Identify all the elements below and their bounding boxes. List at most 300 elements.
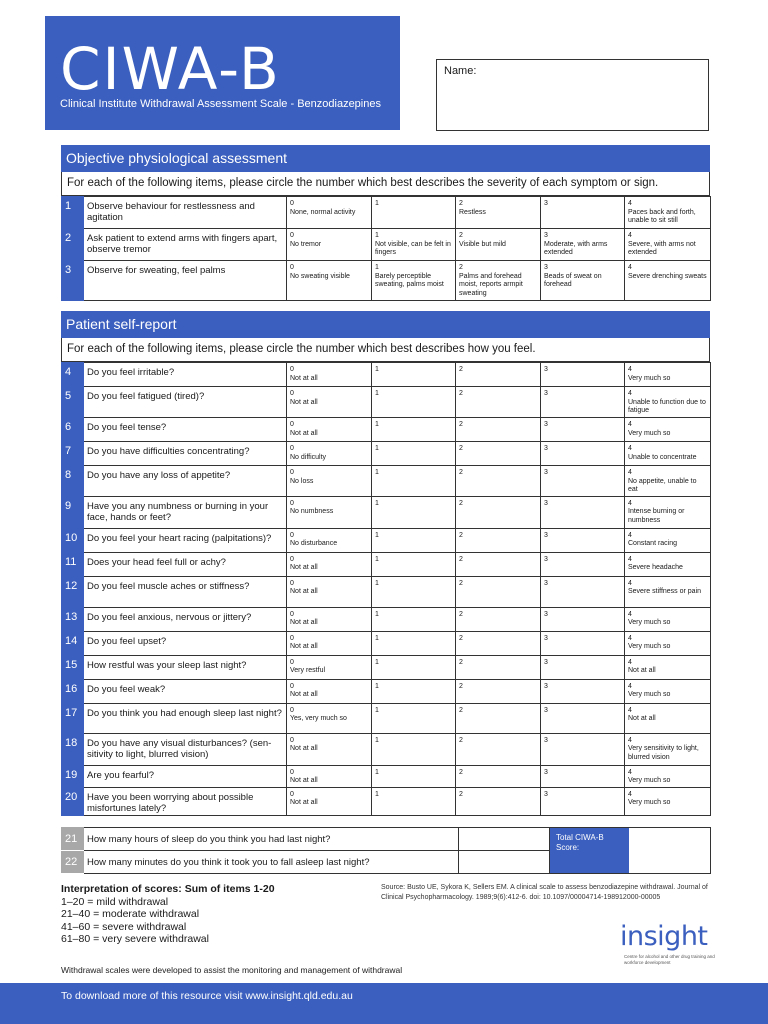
score-option-1[interactable] (372, 466, 456, 497)
score-option-0[interactable] (287, 466, 372, 497)
score-option-1[interactable] (372, 442, 456, 466)
score-option-2[interactable] (456, 733, 541, 765)
page-title: CIWA-B (60, 35, 281, 103)
question-text: Are you fearful? (84, 765, 287, 787)
score-value: 1 (375, 232, 379, 239)
score-option-3[interactable] (541, 631, 625, 655)
sleep-questions-table (61, 827, 551, 874)
score-option-4[interactable] (625, 197, 711, 229)
item-number: 4 (62, 363, 84, 387)
score-option-3[interactable] (541, 466, 625, 497)
table-row (62, 528, 711, 552)
score-option-3[interactable] (541, 679, 625, 703)
answer-field[interactable] (459, 828, 551, 851)
score-value: 0 (290, 232, 294, 239)
footer-text: To download more of this resource visit www.insight.qld.edu.au (61, 990, 353, 1002)
score-description: Severe, with arms not extended (628, 240, 696, 256)
score-option-2[interactable] (456, 261, 541, 301)
interpretation-heading: Interpretation of scores: Sum of items 1-20 (61, 883, 275, 895)
table-row (62, 363, 711, 387)
score-option-0[interactable] (287, 261, 372, 301)
score-description: Unable to function due to fatigue (628, 398, 706, 414)
score-value: 0 (290, 469, 294, 476)
score-value: 2 (459, 555, 463, 563)
score-option-2[interactable] (456, 528, 541, 552)
score-description: None, normal activity (290, 208, 356, 216)
table-row (62, 733, 711, 765)
score-option-3[interactable] (541, 496, 625, 528)
score-option-1[interactable] (372, 733, 456, 765)
score-option-0[interactable] (287, 496, 372, 528)
question-text: Do you think you had enough sleep last night? (84, 703, 287, 733)
item-number: 16 (62, 679, 84, 703)
score-value: 2 (459, 445, 463, 452)
score-option-3[interactable] (541, 733, 625, 765)
table-row (62, 229, 711, 261)
item-number: 10 (62, 528, 84, 552)
objective-instruction: For each of the following items, please circle the number which best describes the severity of each symptom or sign. (61, 172, 710, 196)
score-description: Not at all (290, 564, 318, 571)
table-row (62, 197, 711, 229)
score-value: 1 (375, 445, 379, 452)
score-description: Yes, very much so (290, 715, 347, 722)
score-value: 1 (375, 790, 379, 798)
score-value: 2 (459, 499, 463, 507)
score-value: 1 (375, 736, 379, 744)
score-option-3[interactable] (541, 442, 625, 466)
score-option-3[interactable] (541, 387, 625, 418)
score-description: Not at all (290, 643, 318, 650)
score-option-4[interactable] (625, 703, 711, 733)
score-value: 4 (628, 499, 632, 507)
score-option-2[interactable] (456, 703, 541, 733)
score-option-1[interactable] (372, 496, 456, 528)
score-option-0[interactable] (287, 703, 372, 733)
logo-tagline: Centre for alcohol and other drug training and workforce development (624, 954, 715, 965)
score-value: 3 (544, 421, 548, 428)
score-description: No numbness (290, 508, 334, 515)
insight-logo (620, 922, 720, 968)
score-value: 4 (628, 634, 632, 642)
question-text: Do you feel weak? (84, 679, 287, 703)
interpretation-line: 41–60 = severe withdrawal (61, 920, 187, 933)
score-description: Not at all (290, 691, 318, 698)
score-option-4[interactable] (625, 387, 711, 418)
score-value: 3 (544, 682, 548, 690)
score-option-0[interactable] (287, 607, 372, 631)
score-option-0[interactable] (287, 765, 372, 787)
score-value: 4 (628, 469, 632, 476)
score-value: 2 (459, 531, 463, 539)
item-number: 6 (62, 418, 84, 442)
score-value: 4 (628, 610, 632, 618)
question-text: Do you feel tense? (84, 418, 287, 442)
score-value: 1 (375, 469, 379, 476)
score-option-4[interactable] (625, 607, 711, 631)
score-value: 0 (290, 610, 294, 618)
score-value: 4 (628, 421, 632, 428)
score-description: Paces back and forth, unable to sit still (628, 208, 696, 224)
table-row (62, 679, 711, 703)
score-value: 0 (290, 264, 294, 271)
score-value: 2 (459, 768, 463, 776)
score-value: 3 (544, 469, 548, 476)
score-description: Very much so (628, 777, 671, 784)
score-description: Barely perceptible sweating, palms moist (375, 272, 444, 288)
score-option-1[interactable] (372, 679, 456, 703)
question-text: Do you feel muscle aches or stiffness? (84, 576, 287, 607)
score-value: 0 (290, 366, 294, 373)
item-number: 18 (62, 733, 84, 765)
question-text: Do you feel your heart racing (palpitations)? (84, 528, 287, 552)
item-number: 12 (62, 576, 84, 607)
score-description: Palms and forehead moist, reports armpit sweating (459, 272, 523, 297)
score-value: 1 (375, 555, 379, 563)
source-citation: Source: Busto UE, Sykora K, Sellers EM. A clinical scale to assess benzodiazepine withdrawal. Journal of Clinical Psychopharmacology. 1989;9(6):412-6. doi: 10.1097/00004714-198912000-00005 (381, 884, 708, 901)
score-option-1[interactable] (372, 363, 456, 387)
score-value: 4 (628, 555, 632, 563)
self-report-instruction: For each of the following items, please circle the number which best describes how you feel. (61, 338, 710, 362)
score-option-4[interactable] (625, 496, 711, 528)
score-description: Restless (459, 208, 486, 216)
score-option-1[interactable] (372, 552, 456, 576)
score-option-0[interactable] (287, 576, 372, 607)
score-description: Not at all (628, 715, 656, 722)
score-value: 3 (544, 658, 548, 666)
score-option-3[interactable] (541, 576, 625, 607)
self-report-table (61, 362, 711, 816)
answer-field[interactable] (459, 851, 551, 874)
score-option-2[interactable] (456, 631, 541, 655)
score-value: 3 (544, 200, 548, 207)
score-option-4[interactable] (625, 655, 711, 679)
score-option-3[interactable] (541, 363, 625, 387)
score-option-4[interactable] (625, 466, 711, 497)
logo-text: insight (620, 921, 708, 952)
question-text: Do you have difficulties concentrating? (84, 442, 287, 466)
score-value: 3 (544, 610, 548, 618)
item-number: 11 (62, 552, 84, 576)
score-description: No disturbance (290, 540, 338, 547)
score-description: Intense burning or numbness (628, 508, 685, 524)
score-option-2[interactable] (456, 418, 541, 442)
score-value: 4 (628, 232, 632, 239)
score-option-4[interactable] (625, 418, 711, 442)
question-text: Ask patient to extend arms with fingers apart, observe tremor (84, 229, 287, 261)
score-description: Severe stiffness or pain (628, 588, 702, 595)
score-value: 4 (628, 682, 632, 690)
score-option-2[interactable] (456, 552, 541, 576)
score-description: Very restful (290, 667, 326, 674)
score-description: Visible but mild (459, 240, 506, 248)
score-option-0[interactable] (287, 387, 372, 418)
score-option-0[interactable] (287, 528, 372, 552)
score-description: Moderate, with arms extended (544, 240, 608, 256)
score-option-0[interactable] (287, 363, 372, 387)
score-option-4[interactable] (625, 787, 711, 815)
table-row (62, 703, 711, 733)
score-value: 2 (459, 232, 463, 239)
score-value: 3 (544, 445, 548, 452)
score-value: 0 (290, 790, 294, 798)
name-field[interactable] (436, 59, 709, 131)
score-value: 2 (459, 610, 463, 618)
score-value: 2 (459, 706, 463, 714)
table-row (62, 576, 711, 607)
score-value: 4 (628, 390, 632, 397)
score-value: 4 (628, 736, 632, 744)
score-option-4[interactable] (625, 229, 711, 261)
item-number: 21 (62, 828, 84, 851)
question-text: Does your head feel full or achy? (84, 552, 287, 576)
score-description: Not at all (290, 799, 318, 806)
score-value: 1 (375, 706, 379, 714)
score-option-3[interactable] (541, 655, 625, 679)
score-value: 2 (459, 469, 463, 476)
question-text: Observe behaviour for restlessness and agitation (84, 197, 287, 229)
self-report-section-title: Patient self-report (61, 311, 710, 338)
score-option-4[interactable] (625, 442, 711, 466)
score-option-4[interactable] (625, 576, 711, 607)
score-option-1[interactable] (372, 418, 456, 442)
score-description: Beads of sweat on forehead (544, 272, 602, 288)
score-option-3[interactable] (541, 197, 625, 229)
score-value: 2 (459, 200, 463, 207)
score-value: 1 (375, 499, 379, 507)
item-number: 5 (62, 387, 84, 418)
question-text: Do you feel anxious, nervous or jittery? (84, 607, 287, 631)
score-option-2[interactable] (456, 466, 541, 497)
score-value: 4 (628, 658, 632, 666)
total-score-box[interactable] (549, 827, 711, 874)
table-row (62, 787, 711, 815)
score-option-4[interactable] (625, 363, 711, 387)
score-value: 4 (628, 264, 632, 271)
score-option-0[interactable] (287, 442, 372, 466)
interpretation (61, 883, 275, 946)
score-option-1[interactable] (372, 703, 456, 733)
score-option-4[interactable] (625, 631, 711, 655)
score-option-4[interactable] (625, 552, 711, 576)
score-option-4[interactable] (625, 765, 711, 787)
score-option-3[interactable] (541, 703, 625, 733)
score-option-1[interactable] (372, 631, 456, 655)
score-value: 0 (290, 768, 294, 776)
score-option-2[interactable] (456, 576, 541, 607)
table-row (62, 418, 711, 442)
score-option-4[interactable] (625, 528, 711, 552)
score-option-3[interactable] (541, 229, 625, 261)
score-description: Not visible, can be felt in fingers (375, 240, 451, 256)
score-value: 3 (544, 499, 548, 507)
score-option-1[interactable] (372, 229, 456, 261)
score-option-1[interactable] (372, 261, 456, 301)
score-value: 1 (375, 768, 379, 776)
table-row (62, 496, 711, 528)
score-option-1[interactable] (372, 528, 456, 552)
score-option-0[interactable] (287, 787, 372, 815)
score-value: 1 (375, 531, 379, 539)
score-value: 1 (375, 658, 379, 666)
score-option-0[interactable] (287, 229, 372, 261)
score-value: 2 (459, 790, 463, 798)
score-description: Constant racing (628, 540, 678, 547)
header-banner (45, 16, 400, 130)
item-number: 20 (62, 787, 84, 815)
table-row (62, 607, 711, 631)
question-text: Have you any numbness or burning in your face, hands or feet? (84, 496, 287, 528)
score-value: 4 (628, 366, 632, 373)
score-value: 2 (459, 390, 463, 397)
score-value: 4 (628, 706, 632, 714)
score-option-0[interactable] (287, 655, 372, 679)
score-option-3[interactable] (541, 418, 625, 442)
score-description: Very much so (628, 691, 671, 698)
item-number: 2 (62, 229, 84, 261)
table-row (62, 261, 711, 301)
score-value: 2 (459, 658, 463, 666)
score-value: 0 (290, 421, 294, 428)
score-option-0[interactable] (287, 679, 372, 703)
question-text: Observe for sweating, feel palms (84, 261, 287, 301)
score-option-1[interactable] (372, 576, 456, 607)
score-option-1[interactable] (372, 197, 456, 229)
score-value: 1 (375, 421, 379, 428)
item-number: 8 (62, 466, 84, 497)
score-value: 3 (544, 579, 548, 587)
item-number: 15 (62, 655, 84, 679)
table-row (62, 828, 551, 851)
score-option-2[interactable] (456, 387, 541, 418)
score-option-2[interactable] (456, 679, 541, 703)
score-value: 0 (290, 682, 294, 690)
score-value: 1 (375, 579, 379, 587)
score-option-2[interactable] (456, 655, 541, 679)
table-row (62, 851, 551, 874)
score-value: 4 (628, 579, 632, 587)
score-option-3[interactable] (541, 765, 625, 787)
question-text: How restful was your sleep last night? (84, 655, 287, 679)
score-value: 4 (628, 531, 632, 539)
score-description: Unable to concentrate (628, 453, 697, 461)
score-value: 1 (375, 682, 379, 690)
item-number: 14 (62, 631, 84, 655)
score-value: 1 (375, 610, 379, 618)
score-option-1[interactable] (372, 655, 456, 679)
score-value: 3 (544, 555, 548, 563)
score-option-2[interactable] (456, 607, 541, 631)
score-description: Severe headache (628, 564, 683, 571)
score-description: Not at all (290, 619, 318, 626)
score-description: Not at all (290, 374, 318, 382)
score-value: 0 (290, 499, 294, 507)
score-option-4[interactable] (625, 733, 711, 765)
score-value: 0 (290, 736, 294, 744)
score-description: No tremor (290, 240, 322, 248)
score-value: 0 (290, 445, 294, 452)
table-row (62, 631, 711, 655)
question-text: Do you have any visual disturbances? (sen-sitivity to light, blurred vision) (84, 733, 287, 765)
score-option-0[interactable] (287, 631, 372, 655)
objective-section-title: Objective physiological assessment (61, 145, 710, 172)
footnote: Withdrawal scales were developed to assist the monitoring and management of withdrawal (61, 965, 403, 975)
score-description: No loss (290, 477, 314, 485)
score-value: 2 (459, 736, 463, 744)
score-option-2[interactable] (456, 765, 541, 787)
score-option-1[interactable] (372, 607, 456, 631)
question-text: How many hours of sleep do you think you had last night? (84, 828, 459, 851)
score-option-3[interactable] (541, 528, 625, 552)
question-text: How many minutes do you think it took you to fall asleep last night? (84, 851, 459, 874)
item-number: 22 (62, 851, 84, 874)
interpretation-line: 61–80 = very severe withdrawal (61, 933, 209, 945)
score-value: 3 (544, 736, 548, 744)
score-value: 0 (290, 706, 294, 714)
score-option-0[interactable] (287, 418, 372, 442)
score-option-2[interactable] (456, 442, 541, 466)
score-description: No difficulty (290, 453, 327, 461)
item-number: 13 (62, 607, 84, 631)
score-option-2[interactable] (456, 197, 541, 229)
item-number: 7 (62, 442, 84, 466)
item-number: 1 (62, 197, 84, 229)
score-value: 4 (628, 445, 632, 452)
score-option-4[interactable] (625, 679, 711, 703)
table-row (62, 466, 711, 497)
score-option-0[interactable] (287, 552, 372, 576)
score-option-2[interactable] (456, 787, 541, 815)
score-option-3[interactable] (541, 552, 625, 576)
score-option-4[interactable] (625, 261, 711, 301)
score-description: Not at all (290, 777, 318, 784)
score-option-3[interactable] (541, 787, 625, 815)
score-option-3[interactable] (541, 607, 625, 631)
score-option-2[interactable] (456, 229, 541, 261)
table-row (62, 442, 711, 466)
score-description: Very sensitivity to light, blurred vision (628, 745, 699, 761)
table-row (62, 552, 711, 576)
score-value: 1 (375, 390, 379, 397)
score-option-0[interactable] (287, 733, 372, 765)
score-option-1[interactable] (372, 765, 456, 787)
total-score-label: Total CIWA-B Score: (550, 828, 629, 873)
score-value: 0 (290, 390, 294, 397)
score-value: 1 (375, 200, 379, 207)
score-option-2[interactable] (456, 363, 541, 387)
score-description: Not at all (290, 745, 318, 752)
score-description: Not at all (290, 429, 318, 437)
score-value: 2 (459, 579, 463, 587)
question-text: Do you have any loss of appetite? (84, 466, 287, 497)
score-value: 2 (459, 682, 463, 690)
score-option-3[interactable] (541, 261, 625, 301)
score-description: No sweating visible (290, 272, 350, 280)
score-option-2[interactable] (456, 496, 541, 528)
score-value: 2 (459, 264, 463, 271)
score-option-1[interactable] (372, 787, 456, 815)
score-description: Not at all (290, 398, 318, 406)
score-option-0[interactable] (287, 197, 372, 229)
score-value: 0 (290, 634, 294, 642)
item-number: 17 (62, 703, 84, 733)
score-option-1[interactable] (372, 387, 456, 418)
score-value: 3 (544, 366, 548, 373)
score-value: 3 (544, 706, 548, 714)
score-value: 2 (459, 634, 463, 642)
score-value: 2 (459, 366, 463, 373)
item-number: 9 (62, 496, 84, 528)
score-value: 0 (290, 579, 294, 587)
